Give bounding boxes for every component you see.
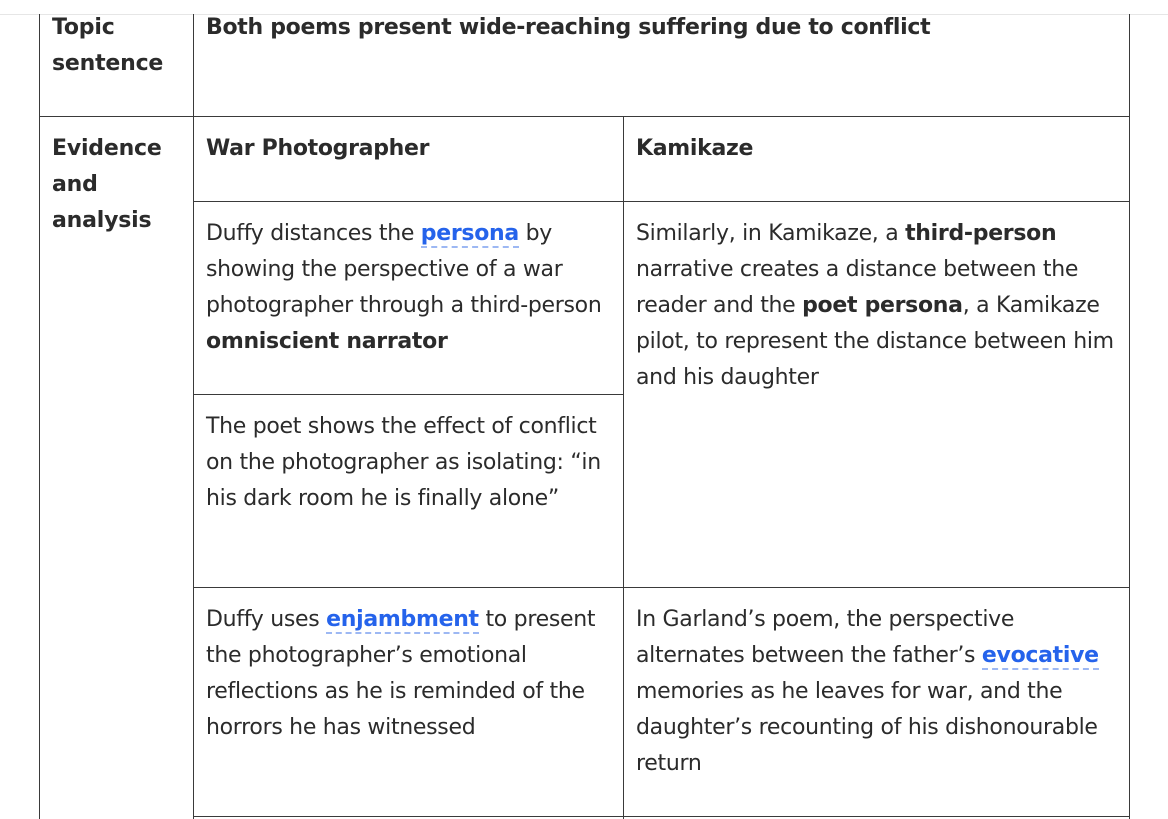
analysis-text: by showing the perspective of a war photographer through a third-person xyxy=(206,221,602,318)
table-row-divider xyxy=(193,816,1130,817)
analysis-cell: The poet shows the effect of conflict on the photographer as isolating: “in his dark room he is finally alone” xyxy=(206,414,601,511)
analysis-text: memories as he leaves for war, and the daughter’s recounting of his dishonourable return xyxy=(636,679,1098,776)
table-row-divider xyxy=(193,587,1130,588)
topic-label-line: sentence xyxy=(52,51,164,76)
analysis-cell xyxy=(636,216,1116,396)
topic-label xyxy=(52,10,187,82)
table-row-divider xyxy=(193,201,1130,202)
table-divider-columns xyxy=(623,116,624,819)
analysis-cell xyxy=(206,216,611,360)
analysis-text: narrative creates a distance between the reader and the xyxy=(636,257,1079,318)
table-border-left xyxy=(39,14,40,819)
analysis-text: Similarly, in Kamikaze, a xyxy=(636,221,899,246)
glossary-link-persona[interactable]: persona xyxy=(420,221,519,246)
analysis-text: Duffy uses xyxy=(206,607,320,632)
topic-label-line: Topic xyxy=(52,15,115,40)
evidence-label xyxy=(52,131,187,239)
evidence-label-line: analysis xyxy=(52,208,152,233)
analysis-text: In Garland’s poem, the perspective alternates between the father’s xyxy=(636,607,1015,668)
column-header-war-photographer: War Photographer xyxy=(206,136,430,161)
evidence-label-line: Evidence xyxy=(52,136,162,161)
table-border-right xyxy=(1129,14,1130,819)
analysis-text: to present the photographer’s emotional reflections as he is reminded of the horrors he has witnessed xyxy=(206,607,596,740)
analysis-text: Duffy distances the xyxy=(206,221,415,246)
table-divider-label xyxy=(193,14,194,819)
key-term: third-person xyxy=(905,221,1057,246)
evidence-label-line: and xyxy=(52,172,98,197)
key-term: omniscient narrator xyxy=(206,329,448,354)
key-term: poet persona xyxy=(802,293,963,318)
glossary-link-enjambment[interactable]: enjambment xyxy=(326,607,479,632)
analysis-cell xyxy=(636,602,1116,782)
table-row-divider xyxy=(39,116,1130,117)
analysis-cell xyxy=(206,602,611,746)
column-header-kamikaze: Kamikaze xyxy=(636,136,754,161)
topic-sentence: Both poems present wide-reaching suffering due to conflict xyxy=(206,15,931,40)
analysis-text: , a Kamikaze pilot, to represent the distance between him and his daughter xyxy=(636,293,1114,390)
table-row-divider xyxy=(193,394,624,395)
glossary-link-evocative[interactable]: evocative xyxy=(981,643,1099,668)
